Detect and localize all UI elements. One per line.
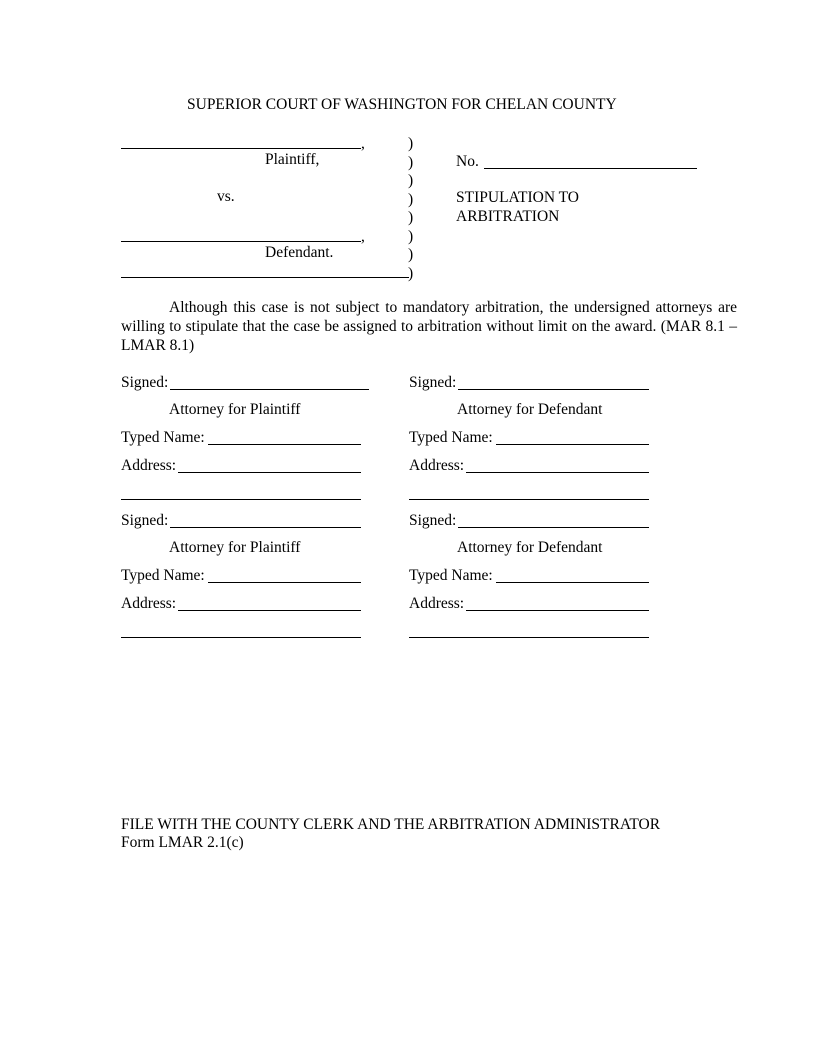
vs-label: vs.: [217, 188, 235, 205]
defendant-address-field[interactable]: [466, 472, 649, 473]
address-label: Address:: [409, 595, 465, 612]
defendant-signature-field[interactable]: [458, 389, 649, 390]
plaintiff-typed-name-field[interactable]: [208, 444, 361, 445]
caption-paren: ): [408, 264, 414, 282]
attorney-for-plaintiff: Attorney for Plaintiff: [169, 401, 301, 418]
defendant-address-field-4[interactable]: [409, 637, 649, 638]
plaintiff-address-field-3[interactable]: [178, 610, 361, 611]
defendant-comma: ,: [361, 228, 365, 245]
typed-name-label: Typed Name:: [121, 567, 205, 584]
signed-label: Signed:: [409, 374, 457, 391]
defendant-label: Defendant.: [265, 244, 334, 261]
caption-paren: ): [408, 209, 414, 226]
stipulation-paragraph: [121, 298, 737, 355]
court-title: SUPERIOR COURT OF WASHINGTON FOR CHELAN COUNTY: [187, 96, 617, 113]
plaintiff-address-field[interactable]: [178, 472, 361, 473]
defendant-typed-name-field-2[interactable]: [496, 582, 649, 583]
address-label: Address:: [121, 457, 177, 474]
typed-name-label: Typed Name:: [409, 567, 493, 584]
defendant-signature-field-2[interactable]: [458, 527, 649, 528]
plaintiff-comma: ,: [361, 135, 365, 152]
signed-label: Signed:: [409, 512, 457, 529]
form-id: Form LMAR 2.1(c): [121, 834, 244, 851]
filing-instruction: FILE WITH THE COUNTY CLERK AND THE ARBITRATION ADMINISTRATOR: [121, 816, 661, 833]
caption-paren: ): [408, 153, 414, 171]
typed-name-label: Typed Name:: [409, 429, 493, 446]
defendant-typed-name-field[interactable]: [496, 444, 649, 445]
plaintiff-signature-field-2[interactable]: [170, 527, 361, 528]
defendant-address-field-3[interactable]: [466, 610, 649, 611]
attorney-for-defendant: Attorney for Defendant: [457, 539, 603, 556]
signed-label: Signed:: [121, 374, 169, 391]
caption-paren: ): [408, 190, 414, 208]
caption-paren: ): [408, 135, 414, 152]
caption-paren: ): [408, 227, 414, 245]
plaintiff-name-line[interactable]: [121, 148, 361, 149]
attorney-for-plaintiff: Attorney for Plaintiff: [169, 539, 301, 556]
doc-title-line2: ARBITRATION: [456, 208, 560, 225]
doc-title-line1: STIPULATION TO: [456, 189, 580, 206]
plaintiff-address-field-4[interactable]: [121, 637, 361, 638]
plaintiff-address-field-2[interactable]: [121, 499, 361, 500]
plaintiff-signature-field[interactable]: [170, 389, 369, 390]
defendant-name-line[interactable]: [121, 241, 361, 242]
address-label: Address:: [121, 595, 177, 612]
signed-label: Signed:: [121, 512, 169, 529]
caption-bottom-line: [121, 277, 409, 278]
caption-paren: ): [408, 246, 414, 263]
defendant-address-field-2[interactable]: [409, 499, 649, 500]
plaintiff-label: Plaintiff,: [265, 151, 320, 168]
stipulation-text: Although this case is not subject to mandatory arbitration, the undersigned attorneys are willing to stipulate that the case be assigned to arbitration without limit on the award. (MAR 8.1 – LMAR 8.1): [121, 299, 737, 354]
case-no-label: No.: [456, 153, 479, 170]
attorney-for-defendant: Attorney for Defendant: [457, 401, 603, 418]
case-no-field[interactable]: [484, 168, 697, 169]
typed-name-label: Typed Name:: [121, 429, 205, 446]
address-label: Address:: [409, 457, 465, 474]
plaintiff-typed-name-field-2[interactable]: [208, 582, 361, 583]
caption-paren: ): [408, 172, 414, 189]
